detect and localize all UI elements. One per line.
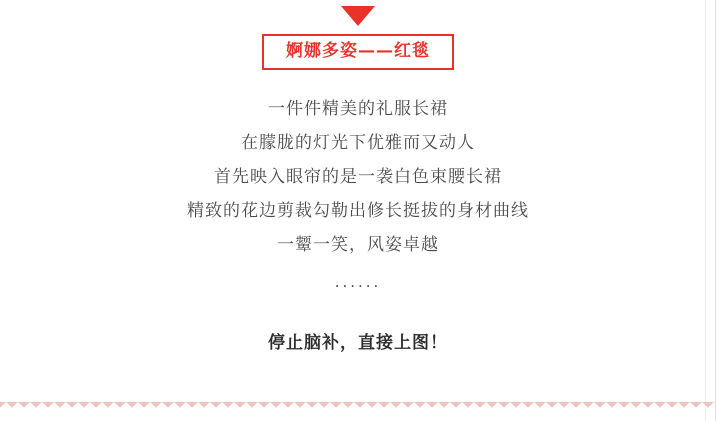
- article-line: 在朦胧的灯光下优雅而又动人: [241, 133, 475, 153]
- triangle-down-icon: [341, 6, 375, 26]
- article-content: [38, 0, 678, 353]
- bottom-zigzag-divider: [0, 402, 716, 411]
- section-marker: [38, 4, 678, 30]
- zigzag-pattern: [0, 402, 716, 411]
- scrollbar-track[interactable]: [705, 0, 706, 421]
- article-line: 精致的花边剪裁勾勒出修长挺拔的身材曲线: [187, 201, 529, 221]
- article-lines: [38, 92, 678, 302]
- section-title: 婀娜多姿——红毯: [286, 41, 430, 61]
- article-ellipsis: ......: [334, 273, 382, 291]
- article-line: 一件件精美的礼服长裙: [268, 99, 448, 119]
- article-closing: 停止脑补，直接上图！: [268, 333, 448, 353]
- article-line: 首先映入眼帘的是一袭白色束腰长裙: [214, 167, 502, 187]
- article-line: 一颦一笑，风姿卓越: [277, 235, 439, 255]
- section-title-box: [262, 34, 454, 70]
